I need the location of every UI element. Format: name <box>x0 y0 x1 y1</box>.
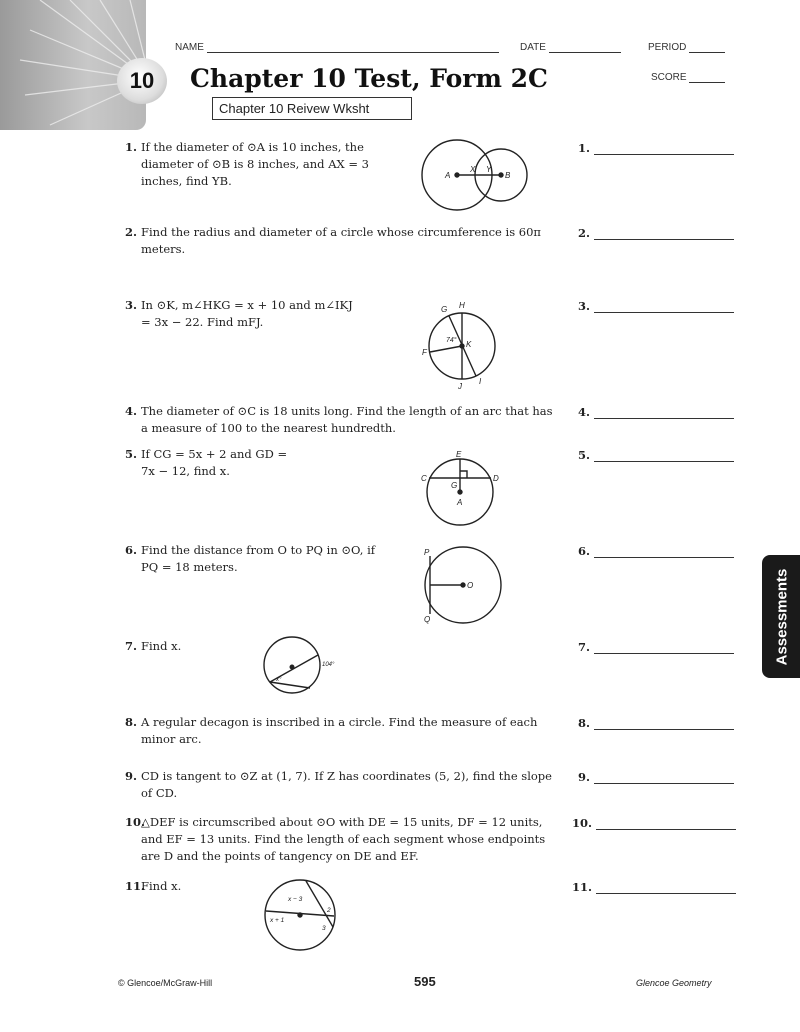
point-label: B <box>505 171 511 180</box>
point-label: X <box>470 165 476 174</box>
question-number: 8. <box>125 715 138 729</box>
question-number: 6. <box>125 543 138 557</box>
point-label: J <box>458 382 462 391</box>
answer-number: 3. <box>578 299 591 313</box>
question-number: 3. <box>125 298 138 312</box>
angle-label: 74° <box>446 337 457 344</box>
question-text: If CG = 5x + 2 and GD = 7x − 12, find x. <box>141 447 288 478</box>
name-label: NAME <box>175 42 204 53</box>
point-label: D <box>493 474 499 483</box>
point-label: P <box>424 548 430 557</box>
question-number: 9. <box>125 769 138 783</box>
question-text: Find x. <box>141 879 182 893</box>
period-label: PERIOD <box>648 42 687 53</box>
question-number: 2. <box>125 225 138 239</box>
question-number: 7. <box>125 639 138 653</box>
answer-number: 11. <box>572 880 593 894</box>
q7-diagram <box>264 637 335 693</box>
answer-number: 6. <box>578 544 591 558</box>
point-label: F <box>422 348 427 357</box>
q6-diagram <box>424 547 501 624</box>
question-text: In ⊙K, m∠HKG = x + 10 and m∠IKJ = 3x − 22. Find mFJ. <box>141 298 353 329</box>
point-label: I <box>479 377 482 386</box>
angle-label: x° <box>276 677 282 683</box>
date-label: DATE <box>520 42 546 53</box>
point-label: E <box>456 450 462 459</box>
answer-number: 7. <box>578 640 591 654</box>
point-label: H <box>459 301 465 310</box>
book-title: Glencoe Geometry <box>636 978 712 988</box>
answer-number: 9. <box>578 770 591 784</box>
point-label: G <box>451 481 458 490</box>
page-number: 595 <box>414 974 436 989</box>
question-text: The diameter of ⊙C is 18 units long. Find the length of an arc that has a measure of 100 to the nearest hundredth. <box>141 404 553 435</box>
question-text: Find x. <box>141 639 182 653</box>
worksheet-label: Chapter 10 Reivew Wksht <box>212 97 412 120</box>
point-label: O <box>467 581 474 590</box>
page-title: Chapter 10 Test, Form 2C <box>190 64 548 93</box>
assessments-tab <box>762 555 800 678</box>
question-number: 10. <box>125 815 146 829</box>
question-number: 4. <box>125 404 138 418</box>
question-number: 5. <box>125 447 138 461</box>
point-label: C <box>421 474 427 483</box>
question-number: 11. <box>125 879 146 893</box>
angle-label: 104° <box>322 662 335 668</box>
point-label: Q <box>424 615 431 624</box>
answer-number: 4. <box>578 405 591 419</box>
segment-label: x − 3 <box>288 896 303 903</box>
question-text: A regular decagon is inscribed in a circle. Find the measure of each minor arc. <box>141 715 538 746</box>
assessments-tab-label: Assessments <box>773 568 791 665</box>
answer-number: 1. <box>578 141 591 155</box>
point-label: Y <box>486 165 492 174</box>
point-label: A <box>457 498 463 507</box>
segment-label: 3 <box>322 925 326 932</box>
answer-number: 10. <box>572 816 593 830</box>
answer-number: 2. <box>578 226 591 240</box>
segment-label: 2 <box>327 907 331 914</box>
score-label: SCORE <box>651 72 687 83</box>
point-label: G <box>441 305 448 314</box>
segment-label: x + 1 <box>270 917 285 924</box>
q1-diagram <box>422 140 527 210</box>
copyright: © Glencoe/McGraw-Hill <box>118 978 213 988</box>
question-text: CD is tangent to ⊙Z at (1, 7). If Z has coordinates (5, 2), find the slope of CD. <box>141 769 552 800</box>
point-label: K <box>466 340 472 349</box>
chapter-number-badge: 10 <box>117 58 167 104</box>
question-text: If the diameter of ⊙A is 10 inches, the diameter of ⊙B is 8 inches, and AX = 3 inches, find YB. <box>141 140 369 188</box>
question-number: 1. <box>125 140 138 154</box>
question-text: Find the radius and diameter of a circle whose circumference is 60π meters. <box>141 225 541 256</box>
q11-diagram <box>265 880 335 950</box>
question-text: △DEF is circumscribed about ⊙O with DE = 15 units, DF = 12 units, and EF = 13 units. Find the length of each segment whose endpoints are D and the points of tangency on DE and EF. <box>141 815 546 863</box>
q5-diagram <box>421 450 499 525</box>
answer-number: 5. <box>578 448 591 462</box>
point-label: A <box>445 171 451 180</box>
answer-number: 8. <box>578 716 591 730</box>
q3-diagram <box>422 301 495 391</box>
question-text: Find the distance from O to PQ in ⊙O, if PQ = 18 meters. <box>141 543 376 574</box>
